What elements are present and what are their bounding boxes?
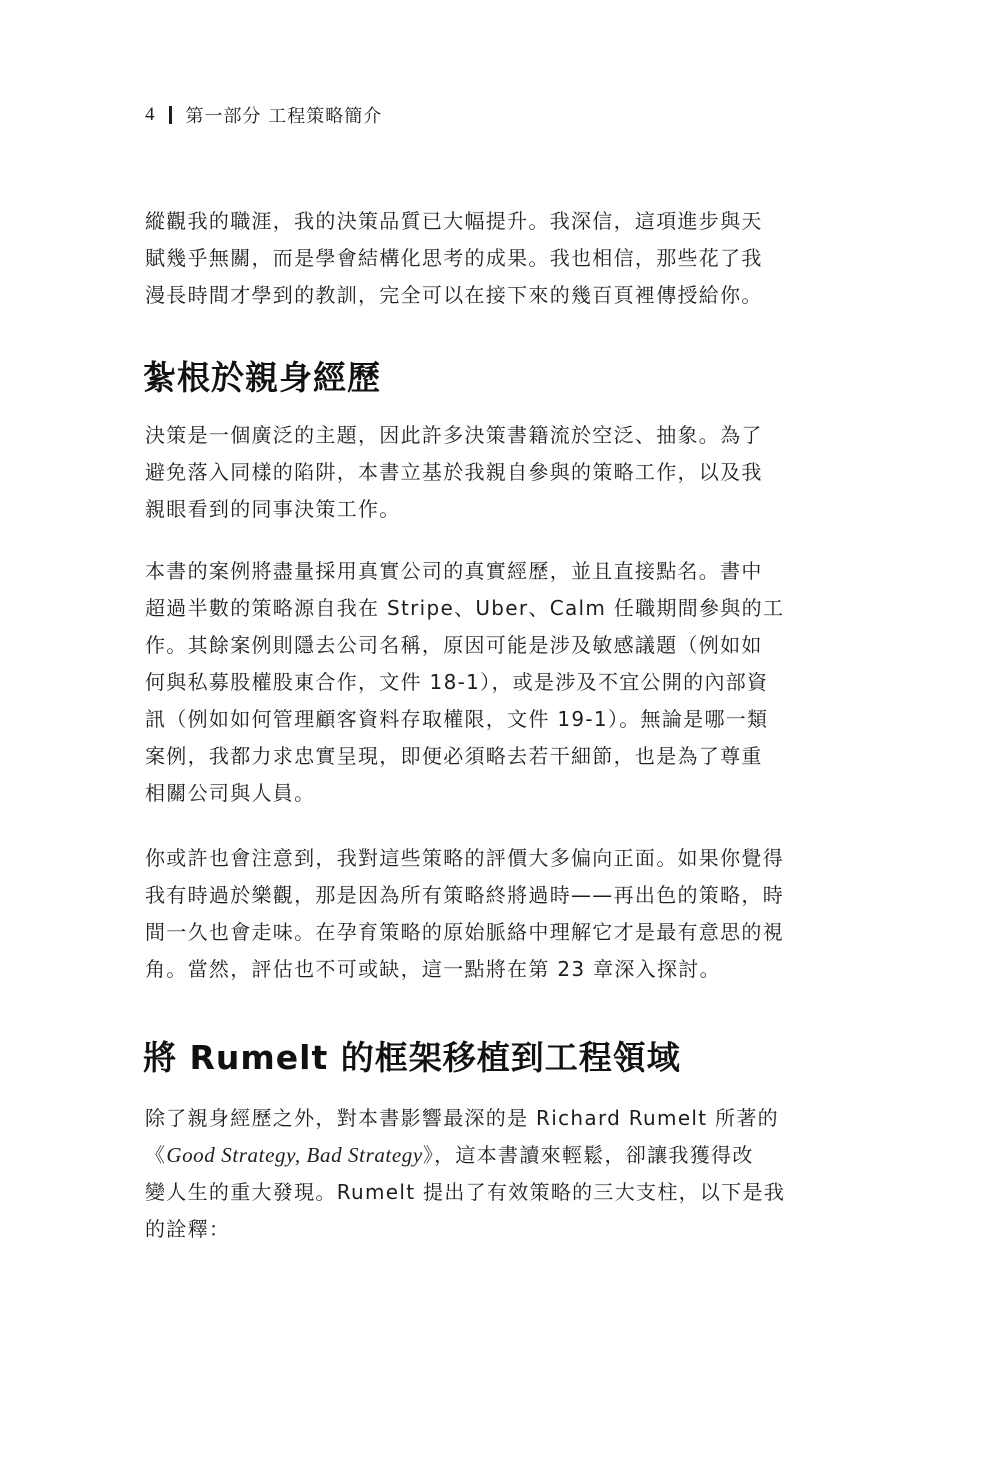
paragraph-line: 賦幾乎無關，而是學會結構化思考的成果。我也相信，那些花了我 xyxy=(145,246,763,270)
page-number: 4 xyxy=(145,104,155,125)
paragraph-line: 除了親身經歷之外，對本書影響最深的是 Richard Rumelt 所著的 xyxy=(145,1106,779,1130)
book-title-open-bracket: 《 xyxy=(145,1143,167,1167)
paragraph-line: 變人生的重大發現。Rumelt 提出了有效策略的三大支柱，以下是我 xyxy=(145,1180,786,1204)
paragraph-line: 案例，我都力求忠實呈現，即便必須略去若干細節，也是為了尊重 xyxy=(145,744,763,768)
paragraph-line: 超過半數的策略源自我在 Stripe、Uber、Calm 任職期間參與的工 xyxy=(145,596,785,620)
paragraph-line: 角。當然，評估也不可或缺，這一點將在第 23 章深入探討。 xyxy=(145,957,721,981)
paragraph-line: 縱觀我的職涯，我的決策品質已大幅提升。我深信，這項進步與天 xyxy=(145,209,763,233)
paragraph-line: 作。其餘案例則隱去公司名稱，原因可能是涉及敏感議題（例如如 xyxy=(145,633,763,657)
paragraph-line: 你或許也會注意到，我對這些策略的評價大多偏向正面。如果你覺得 xyxy=(145,846,784,870)
paragraph-career xyxy=(145,203,840,314)
paragraph-rumelt xyxy=(145,1100,840,1248)
paragraph-case-studies xyxy=(145,553,840,812)
section-heading-rumelt: 將 Rumelt 的框架移植到工程領域 xyxy=(143,1038,681,1077)
paragraph-decisions xyxy=(145,417,840,528)
paragraph-line: 的詮釋： xyxy=(145,1217,231,1241)
paragraph-line: 相關公司與人員。 xyxy=(145,781,316,805)
paragraph-line: 親眼看到的同事決策工作。 xyxy=(145,497,401,521)
paragraph-line: 訊（例如如何管理顧客資料存取權限，文件 19-1）。無論是哪一類 xyxy=(145,707,769,731)
paragraph-line-rest: 》，這本書讀來輕鬆，卻讓我獲得改 xyxy=(422,1143,754,1167)
paragraph-line: 決策是一個廣泛的主題，因此許多決策書籍流於空泛、抽象。為了 xyxy=(145,423,763,447)
paragraph-line: 我有時過於樂觀，那是因為所有策略終將過時——再出色的策略，時 xyxy=(145,883,784,907)
section-heading-experience: 紮根於親身經歷 xyxy=(143,358,381,397)
paragraph-line: 何與私募股權股東合作，文件 18-1），或是涉及不宜公開的內部資 xyxy=(145,670,769,694)
paragraph-line: 本書的案例將盡量採用真實公司的真實經歷，並且直接點名。書中 xyxy=(145,559,763,583)
running-head xyxy=(145,100,382,130)
book-title: Good Strategy, Bad Strategy xyxy=(166,1143,423,1167)
paragraph-line: 間一久也會走味。在孕育策略的原始脈絡中理解它才是最有意思的視 xyxy=(145,920,784,944)
running-head-section-title: 第一部分 工程策略簡介 xyxy=(185,106,383,127)
paragraph-line xyxy=(145,1137,840,1174)
paragraph-evaluation xyxy=(145,840,840,988)
paragraph-line: 漫長時間才學到的教訓，完全可以在接下來的幾百頁裡傳授給你。 xyxy=(145,283,763,307)
running-head-divider xyxy=(169,106,172,124)
paragraph-line: 避免落入同樣的陷阱，本書立基於我親自參與的策略工作，以及我 xyxy=(145,460,763,484)
